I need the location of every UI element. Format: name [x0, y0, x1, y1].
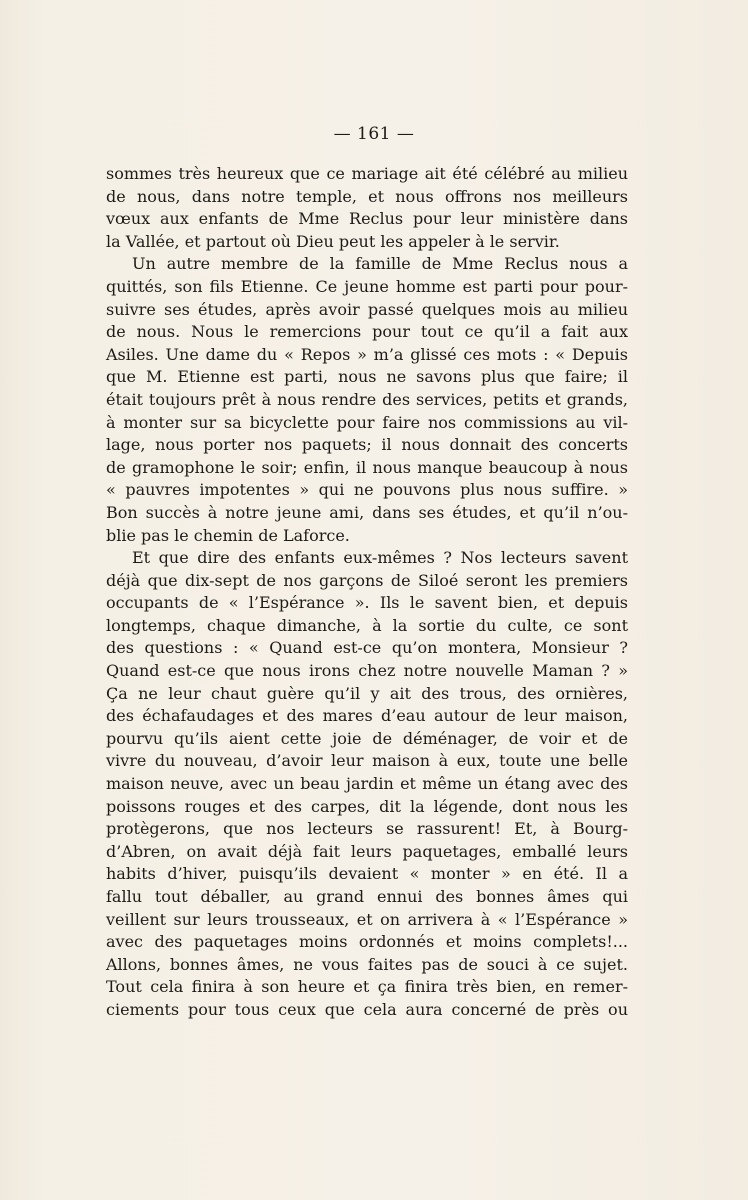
text-line: Et que dire des enfants eux-mêmes ? Nos lecteurs savent	[132, 548, 628, 568]
text-line: Un autre membre de la famille de Mme Reclus nous a	[132, 254, 628, 274]
text-line: vœux aux enfants de Mme Reclus pour leur ministère dans	[106, 209, 628, 229]
text-line: protègerons, que nos lecteurs se rassurent! Et, à Bourg-	[106, 819, 628, 839]
text-line: des échafaudages et des mares d’eau autour de leur maison,	[106, 706, 628, 726]
text-line: la Vallée, et partout où Dieu peut les appeler à le servir.	[106, 231, 560, 251]
text-line: de nous. Nous le remercions pour tout ce qu’il a fait aux	[106, 322, 628, 342]
text-line: veillent sur leurs trousseaux, et on arrivera à « l’Espérance »	[106, 909, 628, 929]
text-line: avec des paquetages moins ordonnés et moins complets!...	[106, 932, 628, 952]
text-line: fallu tout déballer, au grand ennui des bonnes âmes qui	[106, 887, 628, 906]
text-line: d’Abren, on avait déjà fait leurs paquetages, emballé leurs	[106, 841, 628, 861]
body-text	[106, 163, 628, 1022]
text-line: Ça ne leur chaut guère qu’il y ait des trous, des ornières,	[106, 683, 628, 703]
text-line: déjà que dix-sept de nos garçons de Siloé seront les premiers	[106, 570, 628, 590]
text-line: suivre ses études, après avoir passé quelques mois au milieu	[106, 299, 628, 319]
text-line: ciements pour tous ceux que cela aura concerné de près ou	[106, 999, 628, 1019]
text-line: pourvu qu’ils aient cette joie de déménager, de voir et de	[106, 728, 628, 748]
text-line: Allons, bonnes âmes, ne vous faites pas de souci à ce sujet.	[106, 954, 628, 974]
text-line: vivre du nouveau, d’avoir leur maison à eux, toute une belle	[106, 751, 628, 771]
text-line: Quand est-ce que nous irons chez notre nouvelle Maman ? »	[106, 661, 628, 681]
text-line: lage, nous porter nos paquets; il nous donnait des concerts	[106, 435, 628, 455]
text-line: de nous, dans notre temple, et nous offrons nos meilleurs	[106, 186, 628, 206]
text-line: maison neuve, avec un beau jardin et même un étang avec des	[106, 774, 628, 794]
text-line: Tout cela finira à son heure et ça finira très bien, en remer-	[106, 977, 628, 997]
text-line: Asiles. Une dame du « Repos » m’a glissé ces mots : « Depuis	[106, 344, 628, 364]
text-line: de gramophone le soir; enfin, il nous manque beaucoup à nous	[106, 457, 628, 477]
text-line: blie pas le chemin de Laforce.	[106, 525, 350, 545]
text-line: « pauvres impotentes » qui ne pouvons plus nous suffire. »	[106, 480, 628, 500]
text-line: que M. Etienne est parti, nous ne savons plus que faire; il	[106, 367, 628, 387]
text-line: poissons rouges et des carpes, dit la légende, dont nous les	[106, 796, 628, 816]
text-line: à monter sur sa bicyclette pour faire nos commissions au vil-	[106, 412, 628, 432]
text-line: longtemps, chaque dimanche, à la sortie du culte, ce sont	[106, 615, 628, 635]
page-number: — 161 —	[333, 124, 415, 144]
text-line: Bon succès à notre jeune ami, dans ses études, et qu’il n’ou-	[106, 502, 628, 522]
text-line: occupants de « l’Espérance ». Ils le savent bien, et depuis	[106, 593, 628, 613]
text-line: était toujours prêt à nous rendre des services, petits et grands,	[106, 389, 628, 409]
text-line: sommes très heureux que ce mariage ait été célébré au milieu	[106, 164, 628, 183]
text-line: des questions : « Quand est-ce qu’on montera, Monsieur ?	[106, 638, 628, 658]
text-line: quittés, son fils Etienne. Ce jeune homme est parti pour pour-	[106, 276, 628, 296]
text-line: habits d’hiver, puisqu’ils devaient « monter » en été. Il a	[106, 864, 628, 884]
